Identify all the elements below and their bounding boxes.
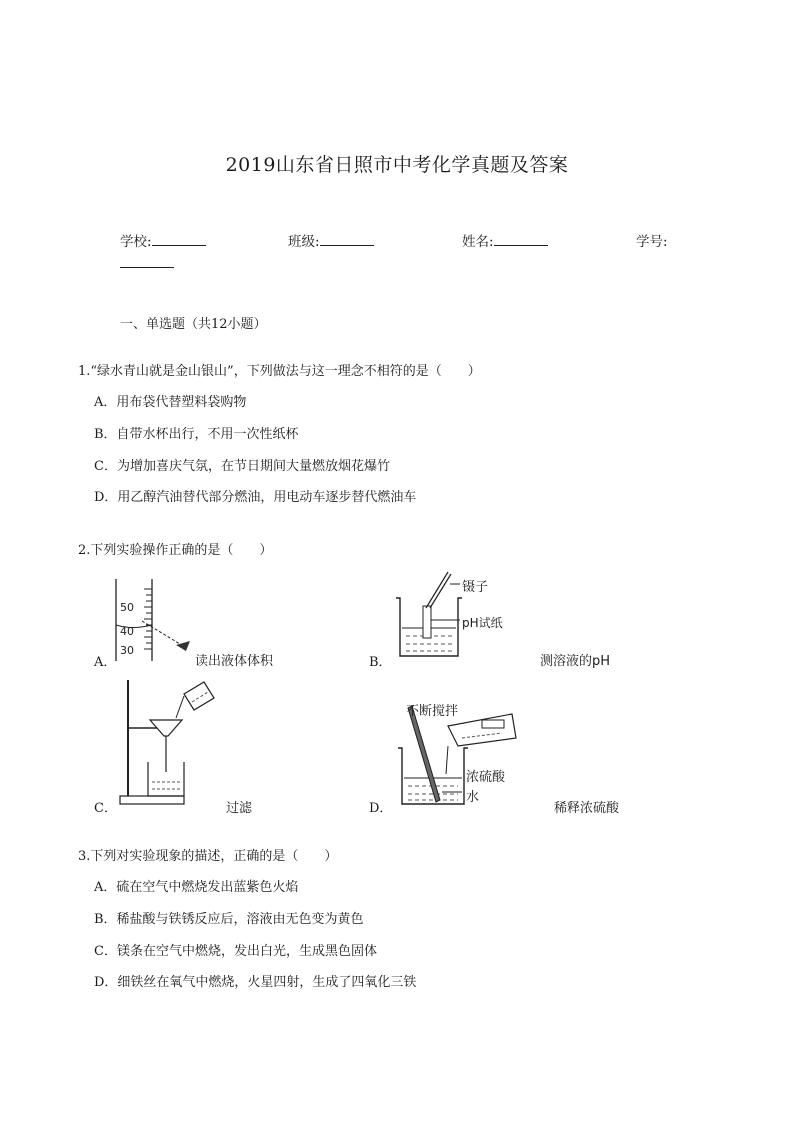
q2-option-c-caption: 过滤 — [226, 801, 253, 816]
q1-option-c: C．为增加喜庆气氛，在节日期间大量燃放烟花爆竹 — [94, 459, 390, 474]
water-label: 水 — [466, 790, 480, 805]
q2-option-d-letter: D． — [369, 801, 393, 816]
stir-label: 不断搅拌 — [406, 704, 459, 719]
page-title: 2019山东省日照市中考化学真题及答案 — [225, 154, 569, 176]
tweezers-label: 镊子 — [462, 580, 489, 595]
q3-option-a: A．硫在空气中燃烧发出蓝紫色火焰 — [94, 880, 299, 895]
cylinder-tick-40: 40 — [120, 625, 134, 638]
filtration-figure — [112, 672, 222, 812]
name-field — [462, 230, 548, 250]
number-blank — [120, 255, 174, 268]
graduated-cylinder-figure — [110, 575, 200, 667]
q1-option-d: D．用乙醇汽油替代部分燃油，用电动车逐步替代燃油车 — [94, 490, 417, 505]
school-blank — [152, 233, 206, 246]
class-label: 班级: — [288, 234, 320, 250]
section-heading: 一、单选题（共12小题） — [120, 317, 267, 332]
q2-option-d-caption: 稀释浓硫酸 — [554, 801, 620, 816]
q2-option-b-letter: B． — [369, 655, 392, 670]
q2-option-a-caption: 读出液体体积 — [195, 654, 274, 669]
q1-stem: 1.“绿水青山就是金山银山”，下列做法与这一理念不相符的是（ ） — [78, 364, 481, 379]
name-label: 姓名: — [462, 234, 494, 250]
q2-stem: 2.下列实验操作正确的是（ ） — [78, 543, 273, 558]
q3-option-b: B．稀盐酸与铁锈反应后，溶液由无色变为黄色 — [94, 912, 364, 927]
acid-label: 浓硫酸 — [466, 770, 506, 785]
q3-stem: 3.下列对实验现象的描述，正确的是（ ） — [78, 849, 338, 864]
q2-option-b-caption: 测溶液的pH — [540, 654, 611, 669]
q3-option-c: C．镁条在空气中燃烧，发出白光，生成黑色固体 — [94, 944, 377, 959]
number-field — [636, 230, 668, 250]
q1-option-b: B．自带水杯出行，不用一次性纸杯 — [94, 427, 299, 442]
q3-option-d: D．细铁丝在氧气中燃烧，火星四射，生成了四氧化三铁 — [94, 975, 417, 990]
number-label: 学号: — [636, 234, 668, 250]
cylinder-tick-50: 50 — [120, 601, 134, 614]
class-field — [288, 230, 374, 250]
q2-option-c-letter: C． — [94, 801, 117, 816]
school-label: 学校: — [120, 234, 152, 250]
name-blank — [494, 233, 548, 246]
class-blank — [320, 233, 374, 246]
q2-option-a-letter: A． — [94, 655, 117, 670]
q1-option-a: A．用布袋代替塑料袋购物 — [94, 395, 247, 410]
cylinder-tick-30: 30 — [120, 644, 134, 657]
school-field — [120, 230, 206, 250]
ph-paper-label: pH试纸 — [462, 616, 503, 630]
number-blank-wrap — [120, 255, 174, 272]
